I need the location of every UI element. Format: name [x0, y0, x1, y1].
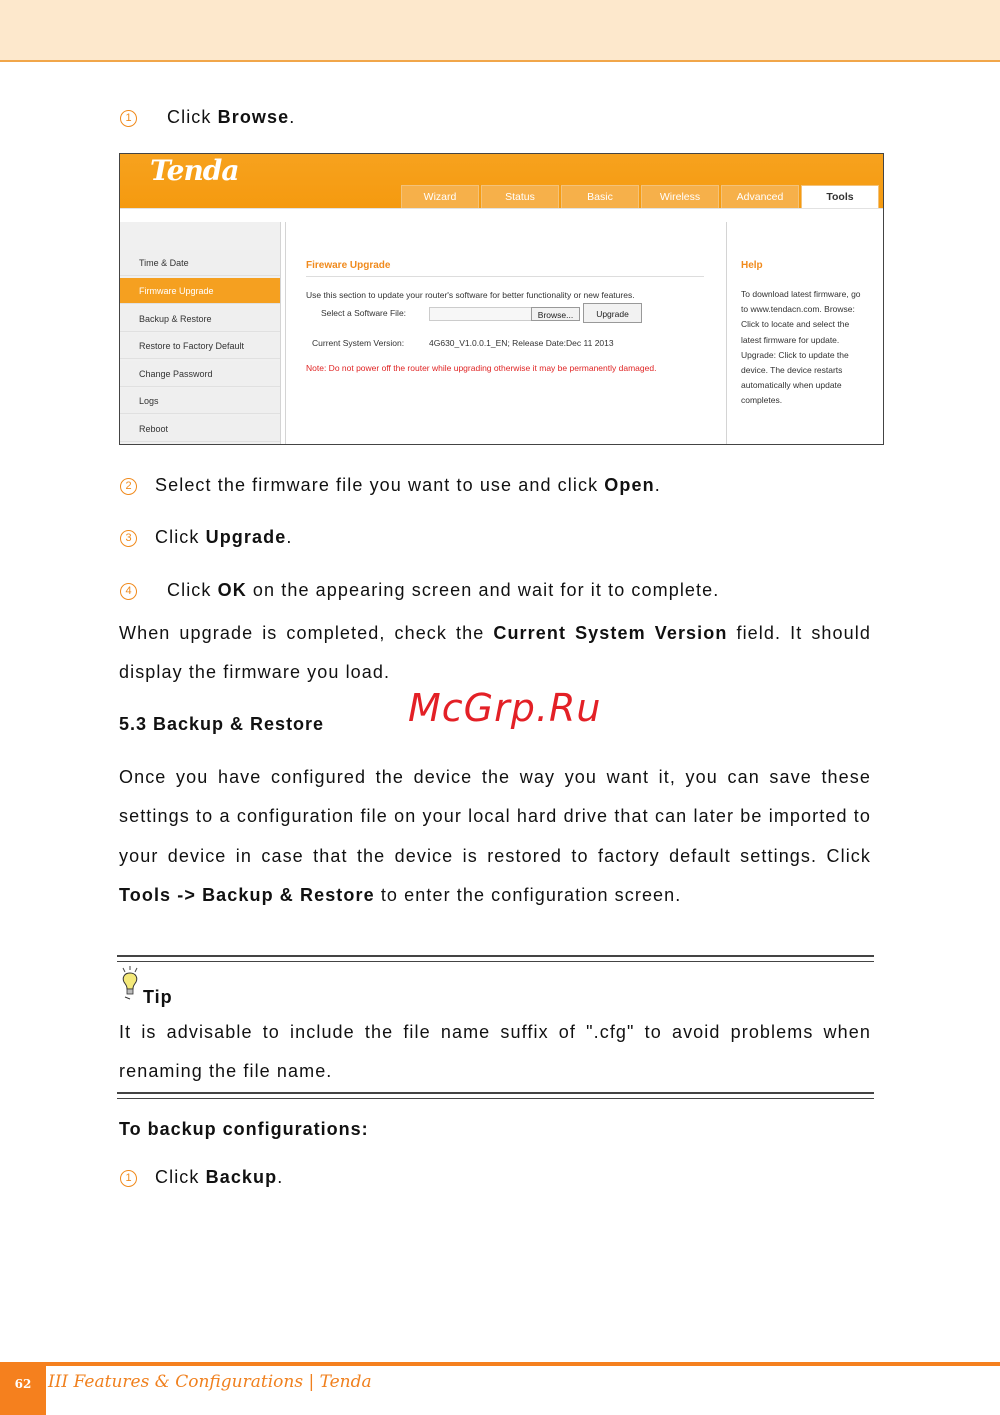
tab-wireless[interactable]: Wireless: [641, 185, 719, 208]
tip-bottom-rule: [117, 1092, 874, 1099]
tip-top-rule: [117, 955, 874, 962]
tip-label: Tip: [143, 987, 173, 1007]
sidebar-item-backup-restore[interactable]: Backup & Restore: [120, 306, 280, 332]
browse-button[interactable]: Browse...: [531, 307, 580, 321]
file-path-input[interactable]: [429, 307, 532, 321]
version-value: 4G630_V1.0.0.1_EN; Release Date:Dec 11 2013: [429, 338, 614, 348]
page-number: 62: [0, 1362, 46, 1415]
backup-step-1: 1 Click Backup.: [120, 1167, 283, 1188]
sidebar-item-restore-factory[interactable]: Restore to Factory Default: [120, 333, 280, 359]
step-2: 2 Select the firmware file you want to use and click Open.: [120, 475, 661, 496]
router-top-bar: [120, 154, 883, 208]
sidebar-item-logs[interactable]: Logs: [120, 388, 280, 414]
completion-paragraph: When upgrade is completed, check the Current System Version field. It should display the firmware you load.: [119, 623, 871, 683]
router-tabs: [401, 185, 879, 208]
step-number: 4: [120, 583, 137, 600]
lightbulb-icon: [119, 965, 143, 1006]
sidebar-item-time-date[interactable]: Time & Date: [120, 250, 280, 276]
router-sidebar: [120, 222, 281, 444]
section-title: Fireware Upgrade: [306, 260, 391, 271]
watermark: McGrp.Ru: [408, 686, 602, 730]
step-3: 3 Click Upgrade.: [120, 527, 292, 548]
router-main-panel: [285, 222, 727, 444]
tab-wizard[interactable]: Wizard: [401, 185, 479, 208]
tab-basic[interactable]: Basic: [561, 185, 639, 208]
warning-note: Note: Do not power off the router while upgrading otherwise it may be permanently damaged.: [306, 363, 657, 373]
tab-tools[interactable]: Tools: [801, 185, 879, 208]
sidebar-item-change-password[interactable]: Change Password: [120, 361, 280, 387]
page-header-band: [0, 0, 1000, 62]
router-subbar: [120, 208, 883, 223]
title-divider: [306, 276, 704, 277]
tab-advanced[interactable]: Advanced: [721, 185, 799, 208]
tenda-logo: Tenda: [150, 154, 239, 187]
step-number: 3: [120, 530, 137, 547]
tip-text: It is advisable to include the file name suffix of ".cfg" to avoid problems when renaming the file name.: [119, 1022, 871, 1082]
sidebar-item-reboot[interactable]: Reboot: [120, 416, 280, 442]
version-label: Current System Version:: [312, 338, 405, 348]
sidebar-item-firmware-upgrade[interactable]: Firmware Upgrade: [120, 278, 280, 304]
step-number: 1: [120, 1170, 137, 1187]
footer-rule: [0, 1362, 1000, 1366]
step-1: 1 Click Browse.: [120, 107, 295, 128]
section-heading: 5.3 Backup & Restore: [119, 714, 325, 734]
select-file-label: Select a Software File:: [321, 308, 407, 318]
intro-paragraph: Once you have configured the device the way you want it, you can save these settings to a configuration file on your local hard drive that can later be imported to your device in case that the device is restored to factory default settings. Click Tools -> Backup & Restore to enter the configuration screen.: [119, 767, 871, 905]
router-screenshot: [119, 153, 884, 445]
footer-text: III Features & Configurations | Tenda: [48, 1372, 372, 1392]
step-number: 1: [120, 110, 137, 127]
section-description: Use this section to update your router's software for better functionality or new features.: [306, 290, 635, 300]
help-text: To download latest firmware, go to www.tendacn.com. Browse: Click to locate and select the latest firmware for update. Upgrade: Click to update the device. The device restarts automatically when update completes.: [741, 289, 861, 406]
tab-status[interactable]: Status: [481, 185, 559, 208]
step-number: 2: [120, 478, 137, 495]
router-help-panel: [728, 222, 878, 444]
help-title: Help: [741, 260, 763, 271]
upgrade-button[interactable]: Upgrade: [583, 303, 642, 323]
backup-heading: To backup configurations:: [119, 1119, 369, 1139]
step-4: 4 Click OK on the appearing screen and wait for it to complete.: [120, 580, 719, 601]
